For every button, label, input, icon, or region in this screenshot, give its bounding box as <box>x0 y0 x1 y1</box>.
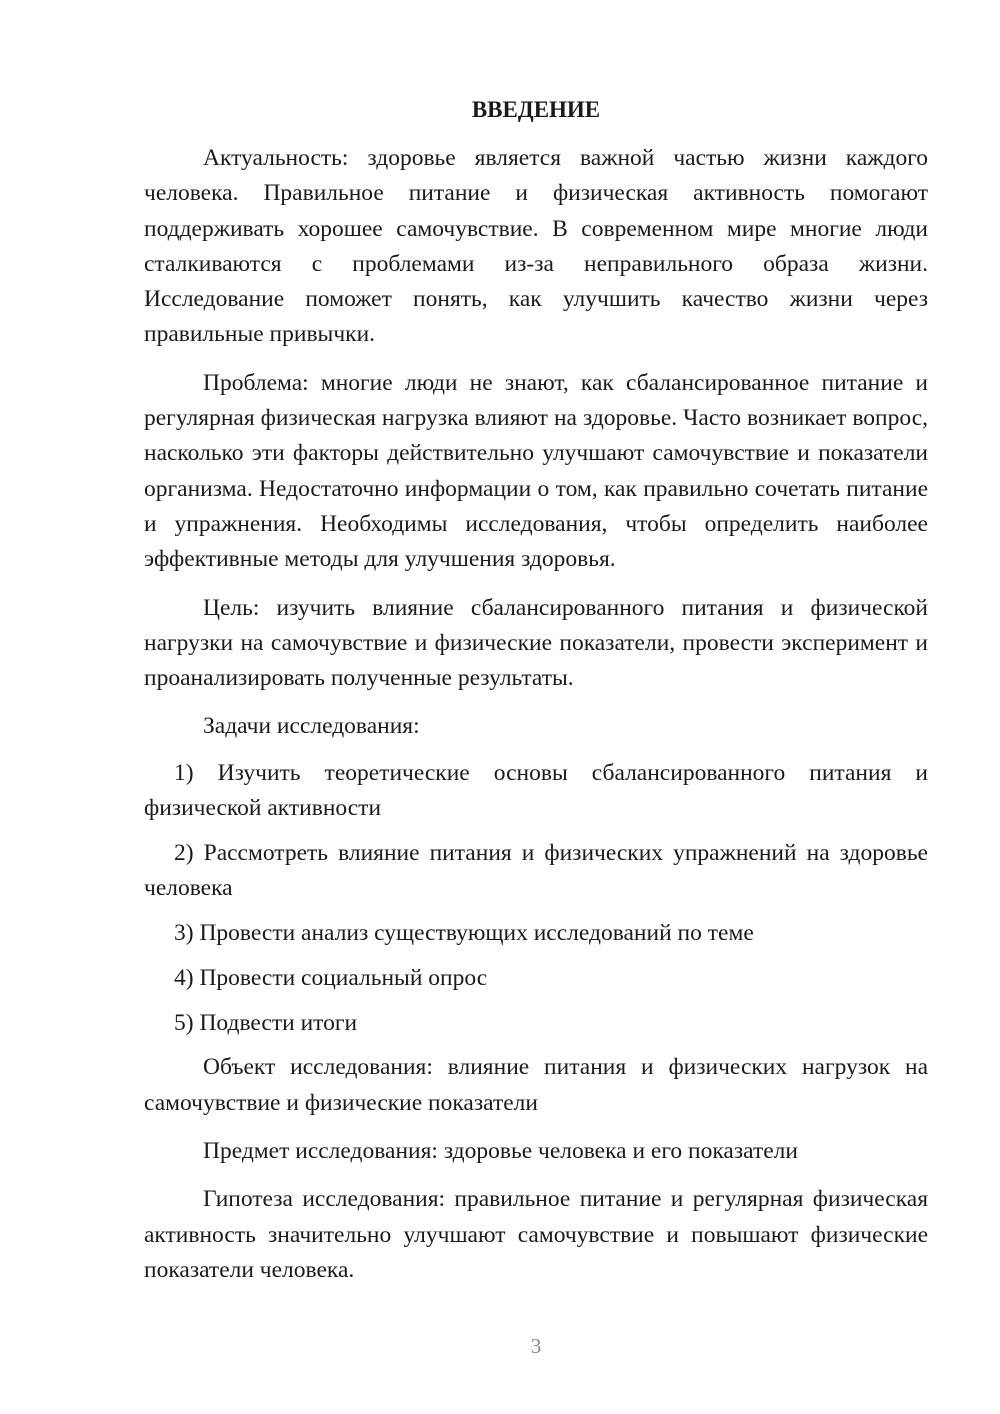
goal-paragraph: Цель: изучить влияние сбалансированного питания и физической нагрузки на самочувствие и физические показатели, провести эксперимент и проанализировать полученные результаты. <box>144 594 928 692</box>
document-page <box>144 92 928 1301</box>
list-item: 1) Изучить теоретические основы сбалансированного питания и физической активности <box>144 759 928 822</box>
list-item: 5) Подвести итоги <box>174 1009 358 1036</box>
page-title: ВВЕДЕНИЕ <box>471 97 601 122</box>
relevance-paragraph: Актуальность: здоровье является важной частью жизни каждого человека. Правильное питание и физическая активность помогают поддерживать хорошее самочувствие. В современном мире многие люди сталкиваются с проблемами из-за неправильного образа жизни. Исследование поможет понять, как улучшить качество жизни через правильные привычки. <box>144 145 928 348</box>
page-number: 3 <box>530 1334 542 1358</box>
tasks-list <box>144 756 928 1041</box>
list-item: 4) Провести социальный опрос <box>174 964 488 991</box>
tasks-title: Задачи исследования: <box>203 713 420 740</box>
hypothesis-paragraph: Гипотеза исследования: правильное питание и регулярная физическая активность значительно улучшают самочувствие и повышают физические показатели человека. <box>144 1186 928 1283</box>
subject-paragraph: Предмет исследования: здоровье человека и его показатели <box>203 1137 798 1164</box>
list-item: 2) Рассмотреть влияние питания и физических упражнений на здоровье человека <box>144 839 928 902</box>
object-paragraph: Объект исследования: влияние питания и физических нагрузок на самочувствие и физические показатели <box>144 1054 928 1116</box>
list-item: 3) Провести анализ существующих исследований по теме <box>174 919 754 946</box>
problem-paragraph: Проблема: многие люди не знают, как сбалансированное питание и регулярная физическая нагрузка влияют на здоровье. Часто возникает вопрос, насколько эти факторы действительно улучшают самочувствие и показатели организма. Недостаточно информации о том, как правильно сочетать питание и упражнения. Необходимы исследования, чтобы определить наиболее эффективные методы для улучшения здоровья. <box>144 369 928 573</box>
